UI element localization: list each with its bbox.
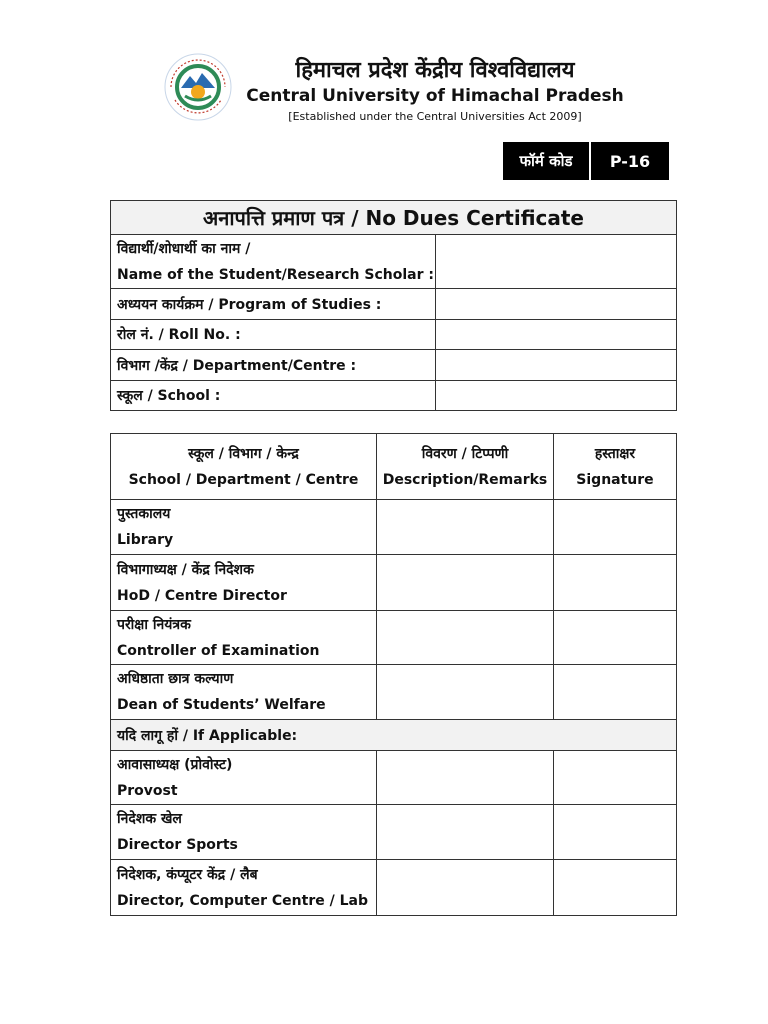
table-row [111, 860, 677, 916]
school-field[interactable] [436, 381, 677, 411]
row-label-computer-centre [111, 860, 377, 916]
row-label-english: Provost [117, 782, 178, 799]
signature-cell[interactable] [554, 500, 677, 555]
row-label-examination [111, 611, 377, 665]
remarks-cell[interactable] [377, 555, 554, 611]
university-name-hindi: हिमाचल प्रदेश केंद्रीय विश्वविद्यालय [295, 58, 575, 83]
establishment-note: [Established under the Central Universities Act 2009] [288, 110, 582, 123]
signature-cell[interactable] [554, 860, 677, 916]
university-name-english: Central University of Himachal Pradesh [246, 86, 624, 106]
row-label-hod [111, 555, 377, 611]
remarks-cell[interactable] [377, 805, 554, 860]
university-seal-icon [163, 52, 233, 122]
table-row [111, 805, 677, 860]
remarks-cell[interactable] [377, 665, 554, 720]
column-header-unit-hindi: स्कूल / विभाग / केन्द्र [188, 445, 299, 462]
column-header-unit-english: School / Department / Centre [128, 471, 359, 488]
row-label-english: Dean of Students’ Welfare [117, 697, 326, 713]
column-header-signature-hindi: हस्ताक्षर [594, 445, 636, 462]
row-label-english: HoD / Centre Director [117, 587, 287, 604]
row-label-hindi: आवासाध्यक्ष (प्रोवोस्ट) [117, 756, 233, 773]
field-label-name-hindi: विद्यार्थी/शोधार्थी का नाम / [117, 240, 251, 257]
signature-cell[interactable] [554, 665, 677, 720]
table-row [111, 555, 677, 611]
column-header-signature-english: Signature [576, 471, 654, 488]
table-row [111, 751, 677, 805]
signature-cell[interactable] [554, 751, 677, 805]
remarks-cell[interactable] [377, 611, 554, 665]
remarks-cell[interactable] [377, 500, 554, 555]
roll-number-field[interactable] [436, 320, 677, 350]
if-applicable-heading: यदि लागू हों / If Applicable: [111, 720, 677, 751]
column-header-remarks-english: Description/Remarks [382, 471, 548, 488]
row-label-library [111, 500, 377, 555]
row-label-hindi: परीक्षा नियंत्रक [117, 616, 191, 633]
form-code-label: फॉर्म कोड [503, 142, 589, 180]
row-label-sports [111, 805, 377, 860]
row-label-provost [111, 751, 377, 805]
row-label-hindi: निदेशक, कंप्यूटर केंद्र / लैब [117, 866, 258, 883]
row-label-hindi: विभागाध्यक्ष / केंद्र निदेशक [117, 561, 254, 578]
certificate-title: अनापत्ति प्रमाण पत्र / No Dues Certificate [111, 201, 677, 235]
row-label-english: Director Sports [117, 837, 238, 853]
student-name-field[interactable] [436, 235, 677, 289]
table-row [111, 665, 677, 720]
column-header-signature [554, 434, 677, 500]
signature-cell[interactable] [554, 611, 677, 665]
field-label-program: अध्ययन कार्यक्रम / Program of Studies : [111, 289, 436, 320]
row-label-english: Director, Computer Centre / Lab [117, 892, 368, 909]
student-details-table [110, 200, 677, 411]
clearance-table [110, 433, 677, 916]
row-label-dean [111, 665, 377, 720]
row-label-hindi: अधिष्ठाता छात्र कल्याण [117, 671, 234, 687]
form-code-box [503, 142, 669, 180]
row-label-hindi: निदेशक खेल [117, 811, 182, 827]
column-header-remarks-hindi: विवरण / टिप्पणी [421, 445, 509, 462]
row-label-english: Library [117, 532, 174, 548]
form-code-value: P-16 [591, 142, 669, 180]
signature-cell[interactable] [554, 555, 677, 611]
column-header-remarks [377, 434, 554, 500]
field-label-school: स्कूल / School : [111, 381, 436, 411]
field-label-roll: रोल नं. / Roll No. : [111, 320, 436, 350]
column-header-unit [111, 434, 377, 500]
field-label-name [111, 235, 436, 289]
table-row [111, 500, 677, 555]
remarks-cell[interactable] [377, 751, 554, 805]
field-label-name-english: Name of the Student/Research Scholar : [117, 266, 434, 283]
department-field[interactable] [436, 350, 677, 381]
row-label-english: Controller of Examination [117, 642, 320, 659]
field-label-department: विभाग /केंद्र / Department/Centre : [111, 350, 436, 381]
signature-cell[interactable] [554, 805, 677, 860]
row-label-hindi: पुस्तकालय [117, 506, 171, 522]
table-row [111, 611, 677, 665]
remarks-cell[interactable] [377, 860, 554, 916]
program-field[interactable] [436, 289, 677, 320]
